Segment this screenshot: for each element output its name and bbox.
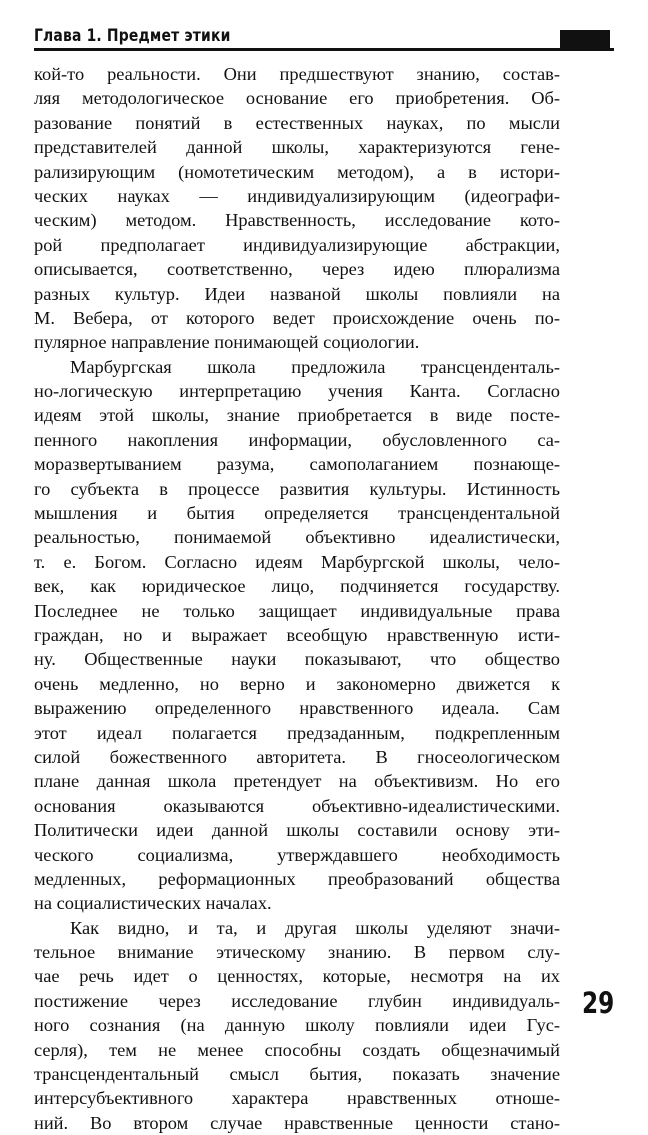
- text-line: постижение через исследование глубин индивидуаль-: [34, 990, 560, 1011]
- text-line: граждан, но и выражает всеобщую нравственную исти-: [34, 624, 560, 645]
- text-line: рализирующим (номотетическим методом), а в истори-: [34, 161, 560, 182]
- text-line: т. е. Богом. Согласно идеям Марбургской школы, чело-: [34, 551, 560, 572]
- text-line: Последнее не только защищает индивидуальные права: [34, 600, 560, 621]
- text-line: чае речь идет о ценностях, которые, несмотря на их: [34, 966, 560, 987]
- text-line: моразвертыванием разума, самополаганием познающе-: [34, 454, 560, 475]
- text-line: Политически идеи данной школы составили основу эти-: [34, 820, 560, 841]
- text-line: М. Вебера, от которого ведет происхождение очень по-: [34, 307, 560, 328]
- text-line: серля), тем не менее способны создать общезначимый: [34, 1039, 560, 1060]
- text-line: идеям этой школы, знание приобретается в виде посте-: [34, 405, 560, 426]
- text-line: ческого социализма, утверждавшего необходимость: [34, 844, 560, 865]
- text-line: основания оказываются объективно-идеалистическими.: [34, 795, 560, 816]
- text-line: трансцендентальный смысл бытия, показать значение: [34, 1064, 560, 1085]
- page-number: 29: [582, 986, 615, 1020]
- text-line: разных культур. Идеи названой школы повлияли на: [34, 283, 560, 304]
- text-line: разование понятий в естественных науках, по мысли: [34, 112, 560, 133]
- text-line: на социалистических началах.: [34, 893, 272, 914]
- text-line: рой предполагает индивидуализирующие абстракции,: [34, 234, 560, 255]
- paragraph-start-line: Как видно, и та, и другая школы уделяют значи-: [70, 917, 560, 938]
- header-rule: [34, 48, 614, 51]
- text-line: ного сознания (на данную школу повлияли идеи Гус-: [34, 1015, 560, 1036]
- text-line: этот идеал полагается предзаданным, подкрепленным: [34, 722, 560, 743]
- text-line: тельное внимание этическому знанию. В первом слу-: [34, 942, 560, 963]
- text-line: ческим) методом. Нравственность, исследование кото-: [34, 210, 560, 231]
- text-line: ну. Общественные науки показывают, что общество: [34, 649, 560, 670]
- text-line: реальностью, понимаемой объективно идеалистически,: [34, 527, 560, 548]
- text-line: мышления и бытия определяется трансцендентальной: [34, 503, 560, 524]
- text-line: кой-то реальности. Они предшествуют знанию, состав-: [34, 64, 560, 84]
- text-line: пулярное направление понимающей социологии.: [34, 332, 420, 353]
- text-line: век, как юридическое лицо, подчиняется государству.: [34, 576, 560, 597]
- running-title: Глава 1. Предмет этики: [34, 26, 231, 46]
- text-line: интерсубъективного характера нравственных отноше-: [34, 1088, 560, 1109]
- header-black-block: [560, 30, 610, 50]
- text-line: очень медленно, но верно и закономерно движется к: [34, 673, 560, 694]
- text-line: силой божественного авторитета. В гносеологическом: [34, 746, 560, 767]
- text-line: ляя методологическое основание его приобретения. Об-: [34, 88, 560, 109]
- text-line: представителей данной школы, характеризуются гене-: [34, 137, 560, 158]
- text-line: ческих науках — индивидуализирующим (идеографи-: [34, 185, 560, 206]
- text-line: ний. Во втором случае нравственные ценности стано-: [34, 1112, 560, 1133]
- text-line: пенного накопления информации, обусловленного са-: [34, 429, 560, 450]
- running-head: [34, 26, 614, 50]
- paragraph-start-line: Марбургская школа предложила трансценденталь-: [70, 356, 560, 377]
- text-line: описывается, соответственно, через идею плюрализма: [34, 259, 560, 280]
- text-line: плане данная школа претендует на объективизм. Но его: [34, 771, 560, 792]
- text-line: медленных, реформационных преобразований общества: [34, 868, 560, 889]
- body-text: [34, 62, 560, 1135]
- text-line: но-логическую интерпретацию учения Канта. Согласно: [34, 381, 560, 402]
- text-line: выражению определенного нравственного идеала. Сам: [34, 698, 560, 719]
- text-line: го субъекта в процессе развития культуры. Истинность: [34, 478, 560, 499]
